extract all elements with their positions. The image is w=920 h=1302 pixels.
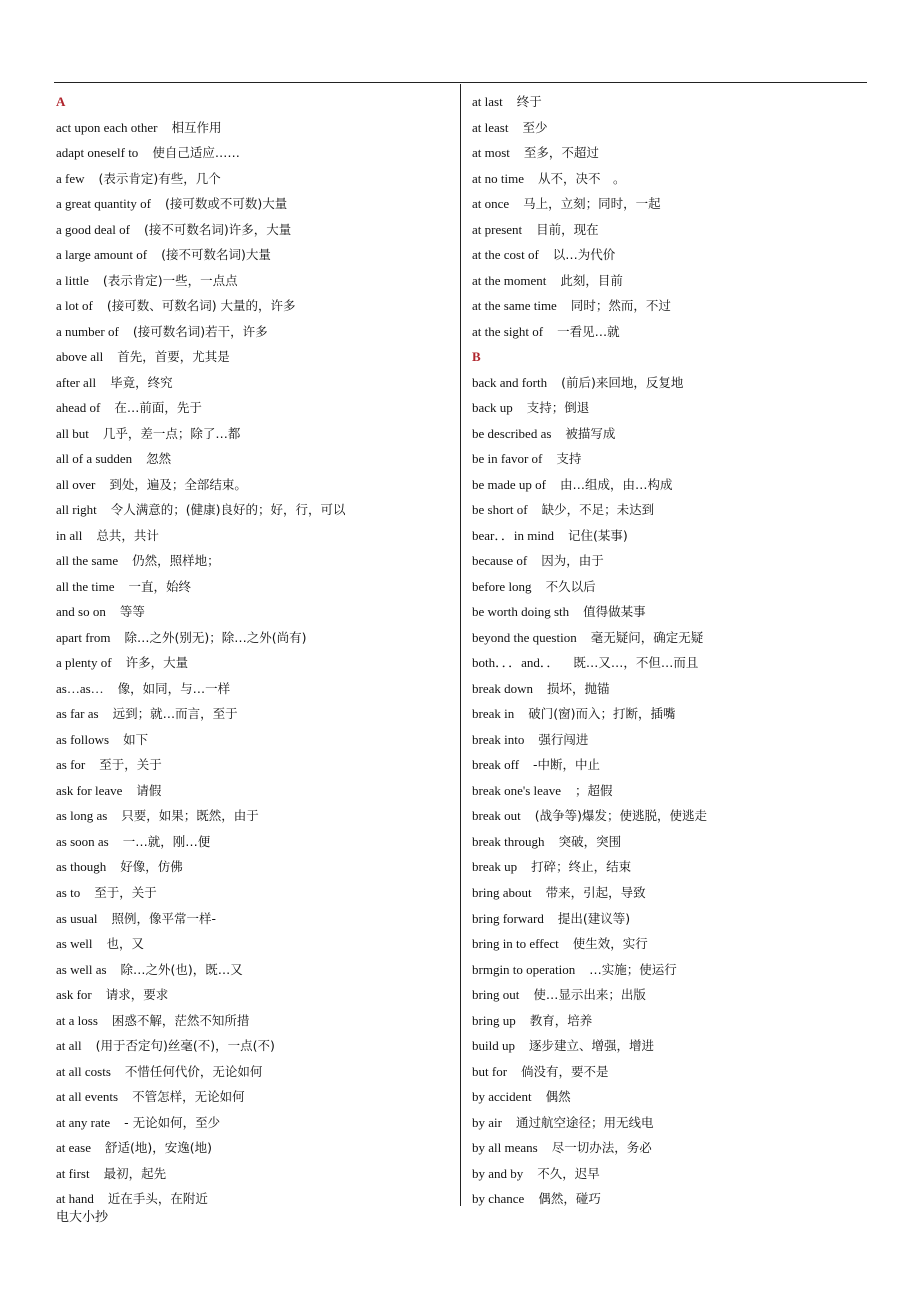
phrase-entry	[472, 931, 862, 957]
phrase-chinese: (接可数名词)若干，许多	[132, 323, 268, 339]
phrase-chinese: 值得做某事	[583, 604, 646, 620]
phrase-english: bring forward	[472, 910, 544, 926]
phrase-english: back up	[472, 400, 513, 416]
phrase-english: as usual	[56, 910, 98, 926]
phrase-entry	[472, 523, 862, 549]
phrase-english: above all	[56, 349, 104, 365]
phrase-chinese: 不管怎样，无论如何	[132, 1089, 245, 1105]
phrase-entry	[56, 115, 454, 141]
phrase-entry	[56, 625, 454, 651]
phrase-english: all of a sudden	[56, 451, 133, 467]
phrase-chinese: 使自己适应……	[152, 145, 240, 161]
phrase-entry	[472, 446, 862, 472]
phrase-english: break one's leave	[472, 782, 561, 798]
phrase-entry	[56, 854, 454, 880]
phrase-entry	[472, 701, 862, 727]
phrase-entry	[56, 752, 454, 778]
phrase-chinese: (接可数、可数名词) 大量的，许多	[106, 298, 296, 314]
phrase-chinese: 因为，由于	[541, 553, 604, 569]
phrase-english: be described as	[472, 425, 552, 441]
phrase-english: at a loss	[56, 1012, 98, 1028]
phrase-english: be worth doing sth	[472, 604, 570, 620]
right-column	[472, 89, 862, 1212]
phrase-english: after all	[56, 374, 97, 390]
phrase-entry	[472, 880, 862, 906]
phrase-entry	[56, 319, 454, 345]
phrase-english: as though	[56, 859, 107, 875]
phrase-english: at the same time	[472, 298, 557, 314]
phrase-chinese: 目前，现在	[536, 221, 599, 237]
phrase-english: at once	[472, 196, 510, 212]
phrase-chinese: 等等	[119, 604, 145, 620]
phrase-chinese: 教育，培养	[529, 1012, 593, 1028]
phrase-chinese: 如下	[123, 731, 149, 747]
phrase-chinese: 忽然	[146, 451, 172, 467]
phrase-chinese: 支持；倒退	[526, 400, 590, 416]
phrase-english: because of	[472, 553, 528, 569]
phrase-entry	[472, 574, 862, 600]
right-entry-list-top	[472, 89, 862, 344]
phrase-entry	[472, 472, 862, 498]
phrase-entry	[472, 650, 862, 676]
phrase-english: all right	[56, 502, 97, 518]
phrase-english: as follows	[56, 731, 110, 747]
phrase-chinese: 像，如同，与…一样	[117, 680, 231, 696]
phrase-chinese: (接可数或不可数)大量	[164, 196, 288, 212]
footer-text: 电大小抄	[56, 1210, 109, 1225]
phrase-chinese: (接不可数名词)大量	[161, 247, 271, 263]
phrase-chinese: 倘没有，要不是	[521, 1063, 609, 1079]
phrase-entry	[472, 191, 862, 217]
phrase-entry	[472, 395, 862, 421]
phrase-english: adapt oneself to	[56, 145, 139, 161]
phrase-entry	[56, 242, 454, 268]
phrase-chinese: 不久以后	[545, 578, 596, 594]
phrase-english: a plenty of	[56, 655, 112, 671]
phrase-chinese: 偶然	[545, 1089, 571, 1105]
phrase-entry	[472, 803, 862, 829]
phrase-entry	[56, 497, 454, 523]
phrase-entry	[56, 803, 454, 829]
phrase-english: by chance	[472, 1191, 525, 1207]
phrase-entry	[56, 421, 454, 447]
phrase-english: as…as…	[56, 680, 104, 696]
phrase-english: act upon each other	[56, 119, 158, 135]
phrase-english: at present	[472, 221, 523, 237]
top-rule	[54, 82, 867, 83]
phrase-chinese: 从不，决不 。	[538, 170, 626, 186]
phrase-chinese: (用于否定句)丝毫(不)，一点(不)	[95, 1038, 275, 1054]
phrase-english: ahead of	[56, 400, 101, 416]
phrase-entry	[56, 676, 454, 702]
phrase-entry	[472, 1033, 862, 1059]
phrase-chinese: 困惑不解，茫然不知所措	[111, 1012, 250, 1028]
phrase-entry	[56, 217, 454, 243]
phrase-chinese: 带来，引起，导致	[545, 884, 646, 900]
phrase-chinese: (表示肯定)一些，一点点	[102, 272, 238, 288]
phrase-chinese: 几乎，差一点；除了…都	[102, 425, 241, 441]
phrase-entry	[472, 1110, 862, 1136]
phrase-chinese: 舒适(地)，安逸(地)	[105, 1140, 213, 1156]
phrase-chinese: (表示肯定)有些，几个	[98, 170, 221, 186]
phrase-entry	[56, 1059, 454, 1085]
phrase-entry	[56, 1186, 454, 1212]
phrase-entry	[56, 778, 454, 804]
phrase-english: bring out	[472, 987, 520, 1003]
section-letter-b: B	[472, 349, 481, 365]
phrase-chinese: 首先，首要，尤其是	[117, 349, 230, 365]
phrase-chinese: (前后)来回地，反复地	[561, 374, 684, 390]
phrase-entry	[472, 370, 862, 396]
phrase-entry	[472, 1161, 862, 1187]
phrase-english: a good deal of	[56, 221, 131, 237]
phrase-chinese: 支持	[556, 451, 582, 467]
phrase-entry	[472, 625, 862, 651]
phrase-english: back and forth	[472, 374, 548, 390]
phrase-entry	[56, 293, 454, 319]
phrase-english: all the same	[56, 553, 119, 569]
phrase-entry	[472, 854, 862, 880]
phrase-chinese: 记住(某事)	[567, 527, 628, 543]
phrase-english: ask for	[56, 987, 92, 1003]
phrase-chinese: 偶然，碰巧	[538, 1191, 601, 1207]
phrase-entry	[472, 217, 862, 243]
phrase-chinese: 强行闯进	[538, 731, 589, 747]
phrase-english: a number of	[56, 323, 119, 339]
phrase-chinese: 尽一切办法，务必	[551, 1140, 652, 1156]
phrase-entry	[56, 906, 454, 932]
phrase-chinese: 打碎；终止，结束	[531, 859, 632, 875]
phrase-entry	[472, 319, 862, 345]
phrase-english: bring up	[472, 1012, 516, 1028]
phrase-english: break off	[472, 757, 520, 773]
phrase-english: break out	[472, 808, 521, 824]
phrase-english: be made up of	[472, 476, 547, 492]
phrase-english: apart from	[56, 629, 111, 645]
phrase-entry	[56, 1008, 454, 1034]
phrase-entry	[56, 344, 454, 370]
phrase-english: before long	[472, 578, 532, 594]
phrase-english: as well	[56, 936, 93, 952]
phrase-english: and so on	[56, 604, 106, 620]
phrase-chinese: 令人满意的；(健康)良好的；好，行，可以	[110, 502, 346, 518]
phrase-chinese: 请假	[136, 782, 162, 798]
column-divider	[460, 84, 461, 1206]
phrase-chinese: 总共，共计	[96, 527, 159, 543]
phrase-entry	[56, 957, 454, 983]
phrase-entry	[472, 752, 862, 778]
phrase-entry	[472, 1135, 862, 1161]
phrase-english: break through	[472, 833, 545, 849]
phrase-english: break into	[472, 731, 525, 747]
phrase-entry	[56, 395, 454, 421]
phrase-chinese: 至少	[522, 119, 548, 135]
phrase-entry	[472, 293, 862, 319]
phrase-english: brmgin to operation	[472, 961, 576, 977]
phrase-entry	[56, 370, 454, 396]
phrase-english: but for	[472, 1063, 508, 1079]
phrase-chinese: 损坏，抛锚	[547, 680, 610, 696]
phrase-entry	[472, 268, 862, 294]
phrase-chinese: 除…之外(也)，既…又	[120, 961, 243, 977]
phrase-entry	[472, 778, 862, 804]
phrase-english: at least	[472, 119, 509, 135]
phrase-chinese: 照例，像平常一样-	[111, 910, 217, 926]
phrase-chinese: 破门(窗)而入；打断，插嘴	[528, 706, 676, 722]
phrase-chinese: 既…又…，不但…而且	[573, 655, 699, 671]
phrase-entry	[472, 982, 862, 1008]
phrase-chinese: 相互作用	[171, 119, 222, 135]
phrase-entry	[472, 140, 862, 166]
phrase-english: as for	[56, 757, 86, 773]
phrase-english: in all	[56, 527, 83, 543]
phrase-chinese: 被描写成	[565, 425, 616, 441]
phrase-english: at the moment	[472, 272, 547, 288]
phrase-chinese: 由…组成，由…构成	[560, 476, 673, 492]
phrase-chinese: 只要，如果；既然，由于	[121, 808, 259, 824]
phrase-english: both．．．and．．	[472, 655, 560, 671]
phrase-chinese: 毫无疑问，确定无疑	[590, 629, 704, 645]
phrase-english: all the time	[56, 578, 115, 594]
phrase-entry	[56, 548, 454, 574]
phrase-english: bring in to effect	[472, 936, 559, 952]
phrase-chinese: 好像，仿佛	[120, 859, 183, 875]
phrase-english: as to	[56, 884, 81, 900]
phrase-chinese: 一直，始终	[128, 578, 191, 594]
phrase-english: break down	[472, 680, 534, 696]
phrase-english: at no time	[472, 170, 524, 186]
phrase-english: build up	[472, 1038, 515, 1054]
phrase-entry	[472, 1008, 862, 1034]
phrase-chinese: 以…为代价	[552, 247, 616, 263]
phrase-english: be in favor of	[472, 451, 543, 467]
phrase-entry	[56, 880, 454, 906]
phrase-english: a few	[56, 170, 85, 186]
phrase-chinese: 仍然，照样地；	[132, 553, 220, 569]
phrase-entry	[472, 166, 862, 192]
phrase-entry	[56, 166, 454, 192]
phrase-entry	[56, 472, 454, 498]
phrase-english: as long as	[56, 808, 108, 824]
phrase-chinese: (战争等)爆发；使逃脱，使逃走	[534, 808, 707, 824]
phrase-entry	[56, 650, 454, 676]
phrase-entry	[56, 1033, 454, 1059]
phrase-chinese: 不惜任何代价，无论如何	[124, 1063, 263, 1079]
phrase-entry	[56, 446, 454, 472]
phrase-chinese: 许多，大量	[125, 655, 189, 671]
phrase-english: break up	[472, 859, 518, 875]
left-entry-list	[56, 115, 454, 1212]
phrase-chinese: 到处，遍及；全部结束。	[109, 476, 247, 492]
phrase-chinese: 逐步建立、增强，增进	[528, 1038, 654, 1054]
phrase-english: ask for leave	[56, 782, 123, 798]
phrase-entry	[472, 497, 862, 523]
phrase-english: at any rate	[56, 1114, 111, 1130]
phrase-english: at most	[472, 145, 510, 161]
phrase-entry	[472, 906, 862, 932]
phrase-english: all over	[56, 476, 96, 492]
phrase-entry	[56, 829, 454, 855]
phrase-chinese: 在…前面，先于	[114, 400, 202, 416]
phrase-english: at last	[472, 94, 503, 109]
phrase-chinese: 请求，要求	[105, 987, 169, 1003]
phrase-chinese: 最初，起先	[103, 1165, 167, 1181]
phrase-english: by air	[472, 1114, 502, 1130]
right-entry-list-bottom	[472, 370, 862, 1212]
phrase-chinese: - 无论如何，至少	[124, 1114, 221, 1130]
phrase-entry	[56, 1135, 454, 1161]
phrase-entry	[56, 523, 454, 549]
phrase-english: all but	[56, 425, 89, 441]
phrase-entry	[56, 982, 454, 1008]
phrase-english: at all costs	[56, 1063, 111, 1079]
phrase-chinese: (接不可数名词)许多，大量	[144, 221, 292, 237]
phrase-entry	[472, 89, 862, 115]
phrase-chinese: 一…就，刚…便	[122, 833, 211, 849]
phrase-entry	[472, 242, 862, 268]
phrase-entry	[472, 1084, 862, 1110]
phrase-entry	[56, 1161, 454, 1187]
phrase-english: at first	[56, 1165, 90, 1181]
left-column	[56, 89, 454, 1212]
phrase-english: as soon as	[56, 833, 109, 849]
phrase-english: a little	[56, 272, 89, 288]
phrase-chinese: 同时；然而，不过	[570, 298, 671, 314]
phrase-chinese: 也，又	[106, 936, 144, 952]
phrase-entry	[56, 727, 454, 753]
phrase-entry	[472, 676, 862, 702]
phrase-english: at the sight of	[472, 323, 544, 339]
phrase-chinese: 不久，迟早	[537, 1165, 600, 1181]
phrase-english: a great quantity of	[56, 196, 151, 212]
phrase-chinese: 突破，突围	[558, 833, 622, 849]
phrase-entry	[56, 1084, 454, 1110]
phrase-entry	[56, 599, 454, 625]
phrase-entry	[56, 191, 454, 217]
phrase-chinese: 近在手头，在附近	[107, 1191, 208, 1207]
phrase-chinese: 缺少，不足；未达到	[541, 502, 655, 518]
phrase-entry	[472, 599, 862, 625]
phrase-entry	[472, 727, 862, 753]
phrase-chinese: ；超假	[574, 782, 613, 798]
phrase-english: a large amount of	[56, 247, 148, 263]
phrase-chinese: 至于，关于	[99, 757, 162, 773]
phrase-english: beyond the question	[472, 629, 577, 645]
phrase-entry	[472, 1059, 862, 1085]
phrase-chinese: …实施；使运行	[589, 961, 677, 977]
phrase-chinese: 至多，不超过	[523, 145, 599, 161]
phrase-entry	[56, 268, 454, 294]
phrase-english: at all events	[56, 1089, 119, 1105]
section-letter-a: A	[56, 94, 66, 109]
phrase-entry	[472, 421, 862, 447]
phrase-english: a lot of	[56, 298, 93, 314]
phrase-entry	[472, 829, 862, 855]
phrase-chinese: 使…显示出来；出版	[533, 987, 646, 1003]
phrase-english: by accident	[472, 1089, 532, 1105]
phrase-english: at the cost of	[472, 247, 539, 263]
phrase-entry	[472, 957, 862, 983]
phrase-entry	[472, 1186, 862, 1212]
phrase-chinese: 此刻，目前	[560, 272, 623, 288]
phrase-english: by and by	[472, 1165, 524, 1181]
phrase-entry	[472, 548, 862, 574]
phrase-entry	[56, 1110, 454, 1136]
phrase-english: at ease	[56, 1140, 92, 1156]
phrase-english: at all	[56, 1038, 82, 1054]
phrase-english: as well as	[56, 961, 107, 977]
phrase-chinese: 提出(建议等)	[557, 910, 631, 926]
phrase-english: as far as	[56, 706, 99, 722]
phrase-chinese: 终于	[516, 94, 542, 109]
phrase-english: bear．．in mind	[472, 527, 554, 543]
phrase-entry	[56, 574, 454, 600]
phrase-chinese: 除…之外(别无)；除…之外(尚有)	[124, 629, 307, 645]
phrase-chinese: 一看见…就	[557, 323, 620, 339]
phrase-entry	[56, 701, 454, 727]
phrase-english: by all means	[472, 1140, 538, 1156]
phrase-chinese: -中断，中止	[533, 757, 601, 773]
phrase-entry	[56, 931, 454, 957]
phrase-entry	[56, 140, 454, 166]
phrase-english: at hand	[56, 1191, 94, 1207]
phrase-chinese: 远到；就…而言，至于	[112, 706, 238, 722]
phrase-chinese: 马上，立刻；同时，一起	[523, 196, 661, 212]
phrase-chinese: 通过航空途径；用无线电	[515, 1114, 654, 1130]
phrase-english: be short of	[472, 502, 528, 518]
phrase-chinese: 毕竟，终究	[110, 374, 173, 390]
phrase-english: bring about	[472, 884, 532, 900]
phrase-chinese: 至于，关于	[94, 884, 157, 900]
phrase-english: break in	[472, 706, 515, 722]
phrase-chinese: 使生效，实行	[572, 936, 648, 952]
phrase-entry	[472, 115, 862, 141]
